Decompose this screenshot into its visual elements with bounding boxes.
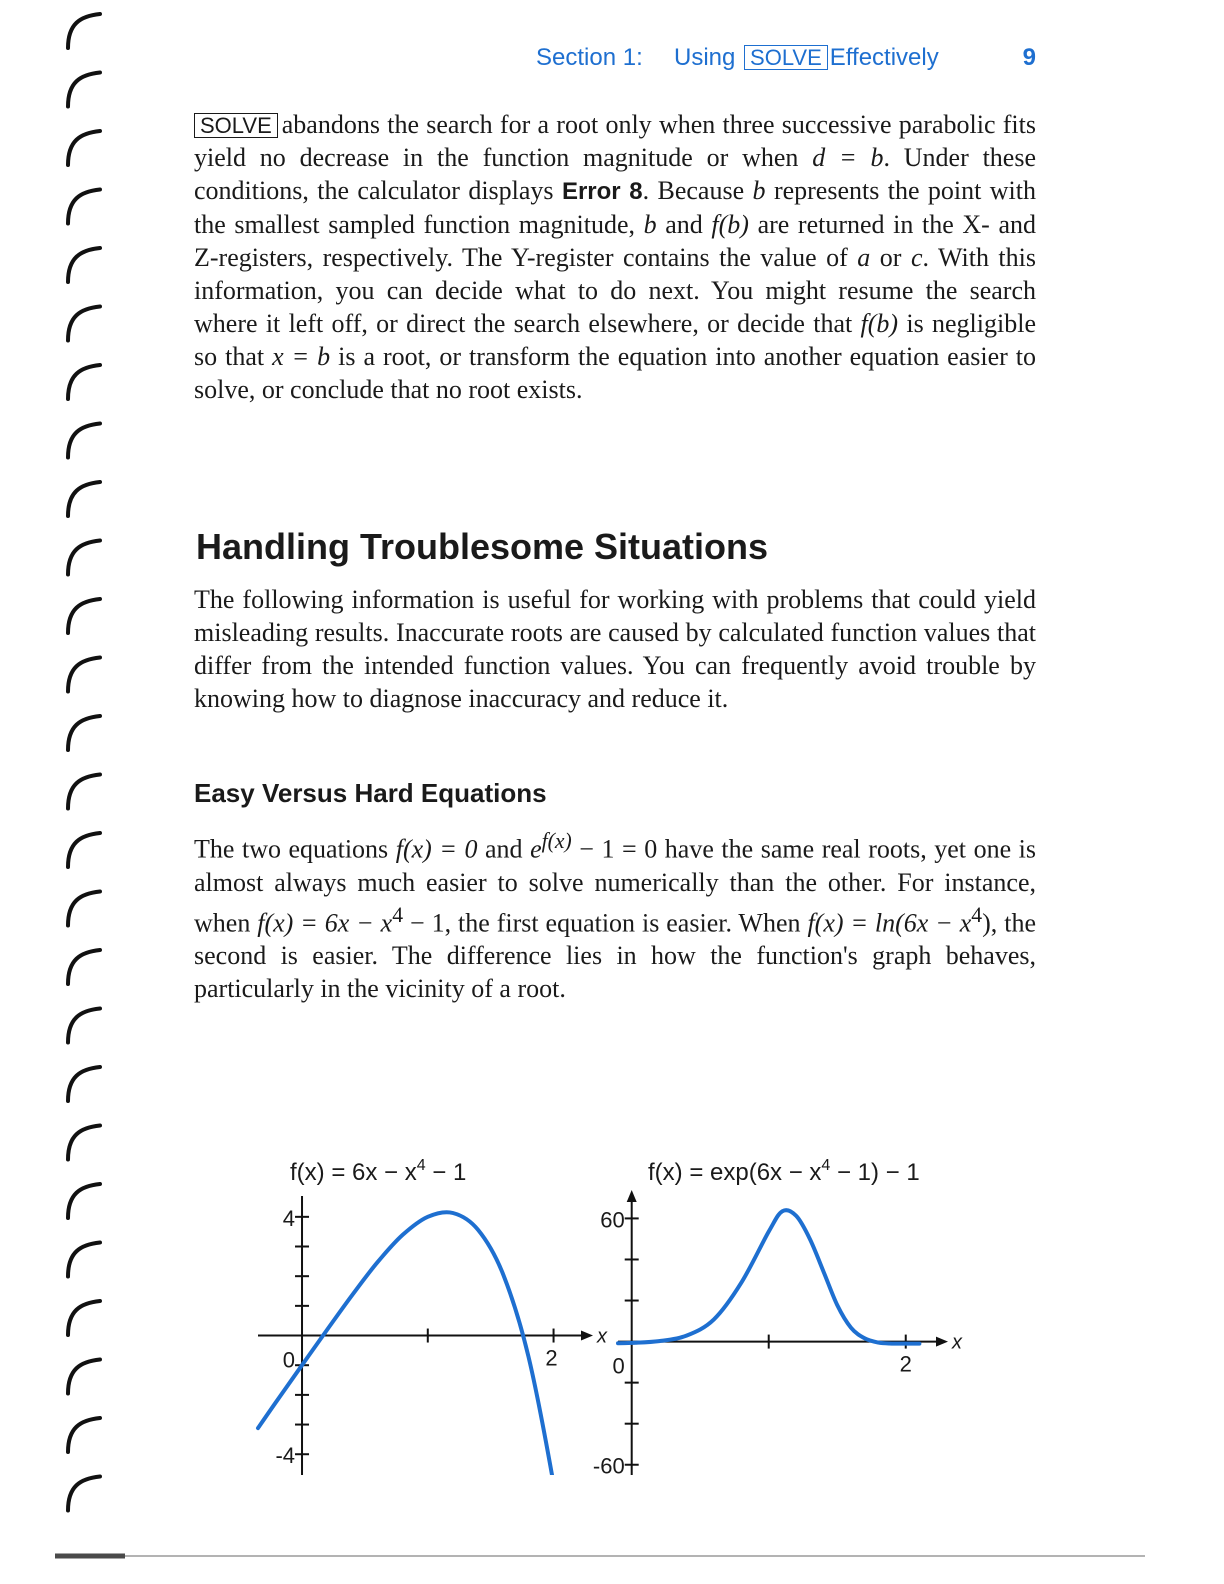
binding-hole: [68, 658, 100, 692]
paragraph-solve-abandon: SOLVE abandons the search for a root only when three successive parabolic fits yield no decrease in the function magnitude or when d = b. Under these conditions, the calculator displays Error 8. Because b represents the point with the smallest sampled function magnitude, b and f(b) are returned in the X- and Z-registers, respectively. The Y-register contains the value of a or c. With this information, you can decide what to do next. You might resume the search where it left off, or direct the search elsewhere, or decide that f(b) is negligible so that x = b is a root, or transform the equation into another equation easier to solve, or conclude that no root exists.: [194, 110, 1037, 404]
y-tick-label: -4: [275, 1443, 296, 1469]
binding-hole: [68, 716, 100, 750]
binding-hole: [68, 248, 100, 282]
bottom-rule: [55, 1552, 1145, 1560]
header-title: [674, 44, 939, 72]
chart-title-main: f(x) = exp(6x − x: [648, 1159, 822, 1186]
x-axis-label: x: [597, 1325, 607, 1348]
x-axis-arrow: [936, 1337, 948, 1347]
binding-hole: [68, 892, 100, 926]
binding-hole: [68, 131, 100, 165]
y-tick-label: 60: [600, 1207, 625, 1233]
binding-hole: [68, 1009, 100, 1043]
chart-panel-1: [258, 1157, 608, 1500]
binding-hole: [68, 482, 100, 516]
binding-hole: [68, 950, 100, 984]
binding-hole: [68, 775, 100, 809]
paragraph-troublesome: The following information is useful for working with problems that could yield misleading results. Inaccurate roots are caused by calculated function values that differ from the intended function values. You can frequently avoid trouble by knowing how to diagnose inaccuracy and reduce it.: [194, 585, 1036, 713]
binding-hole: [68, 1360, 100, 1394]
chart-title-end: − 1) − 1: [830, 1159, 920, 1186]
chart-panel-2: [593, 1157, 963, 1479]
binding-hole: [68, 1477, 100, 1511]
binding-hole: [68, 1243, 100, 1277]
binding-hole: [68, 599, 100, 633]
binding-hole: [68, 424, 100, 458]
error-8-label: Error 8: [561, 178, 643, 205]
binding-hole: [68, 73, 100, 107]
chart-title-main: f(x) = 6x − x: [290, 1159, 417, 1186]
x-axis-arrow: [581, 1331, 593, 1341]
binding-hole: [68, 541, 100, 575]
x-axis-label: x: [952, 1331, 962, 1354]
section-heading: Handling Troublesome Situations: [196, 526, 769, 567]
function-curve: [618, 1210, 919, 1343]
y-tick-label: 0: [282, 1347, 296, 1373]
binding-hole: [68, 14, 100, 48]
paragraph-easy-hard: The two equations f(x) = 0 and $e^{f(x)} - 1 = 0$ have the same real roots, yet one is almost always much easier to solve numerically than the other. For instance, when $f(x) = 6x - x^4 - 1$, the first equation is easier. When $f(x) = \ln(6x - x^4)$, the second is easier. The difference lies in how the function's graph behaves, particularly in the vicinity of a root.: [194, 829, 1037, 1004]
binding-hole: [68, 1184, 100, 1218]
header-using: Using: [674, 44, 736, 71]
chart-title: [290, 1157, 466, 1186]
function-curve: [258, 1212, 579, 1500]
chart-title-end: − 1: [425, 1159, 467, 1186]
binding-hole: [68, 1301, 100, 1335]
header-solve-key: SOLVE: [744, 45, 828, 70]
y-axis-arrow: [627, 1190, 637, 1202]
binding-hole: [68, 833, 100, 867]
chart-title: [648, 1157, 920, 1186]
page-number: 9: [1022, 44, 1036, 71]
x-tick-label: 2: [545, 1345, 558, 1371]
solve-key: SOLVE: [194, 113, 278, 138]
binding-hole: [68, 307, 100, 341]
spiral-binding-holes: [0, 0, 120, 1584]
binding-hole: [68, 1126, 100, 1160]
function-graphs: [250, 1140, 990, 1500]
subsection-heading: Easy Versus Hard Equations: [194, 778, 547, 808]
header-section: Section 1:: [536, 44, 643, 71]
chart-title-exponent: 4: [821, 1157, 831, 1174]
header-effectively: Effectively: [829, 44, 939, 71]
binding-hole: [68, 1067, 100, 1101]
chart-title-exponent: 4: [416, 1157, 426, 1174]
y-tick-label: 0: [612, 1353, 625, 1379]
running-header: [536, 42, 1036, 78]
binding-hole: [68, 1418, 100, 1452]
binding-hole: [68, 190, 100, 224]
binding-hole: [68, 365, 100, 399]
x-tick-label: 2: [899, 1351, 912, 1377]
y-tick-label: 4: [282, 1205, 296, 1231]
y-tick-label: -60: [592, 1453, 625, 1479]
